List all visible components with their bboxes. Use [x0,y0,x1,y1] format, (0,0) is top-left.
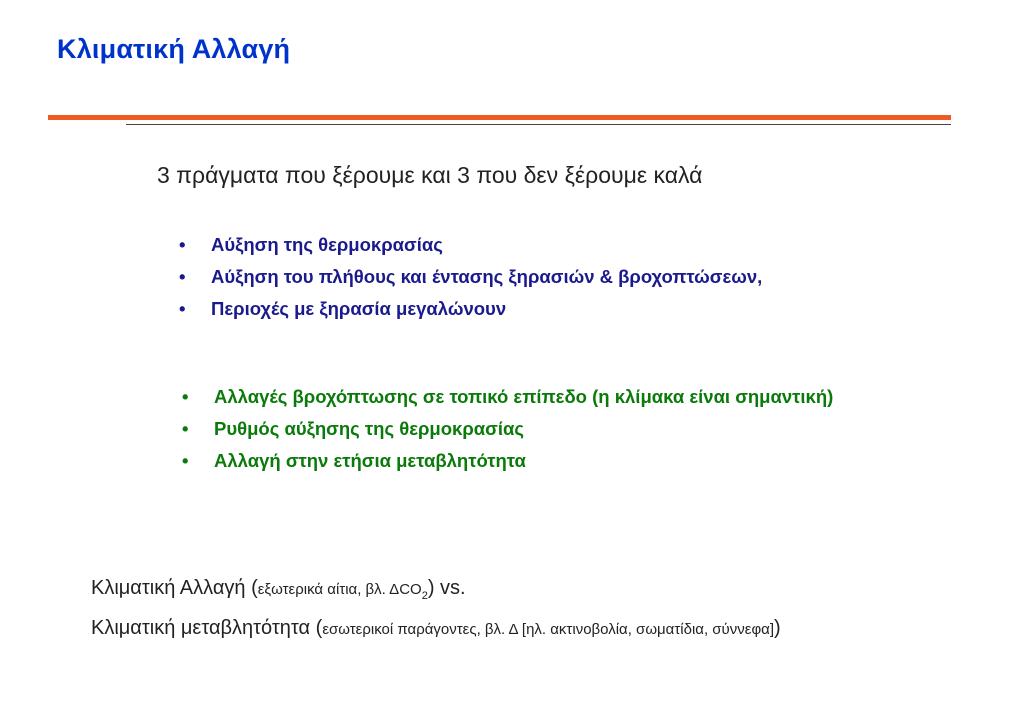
list-item-text: Αλλαγή στην ετήσια μεταβλητότητα [214,450,526,471]
bullet-icon: • [182,450,189,471]
footer-line1-end: ) vs. [427,577,466,599]
footer-line2-detail: εσωτερικοί παράγοντες, βλ. Δ [ηλ. ακτινοβολία, σωματίδια, σύννεφα] [322,621,775,638]
bullet-icon: • [179,266,186,287]
list-item-text: Αλλαγές βροχόπτωσης σε τοπικό επίπεδο (η κλίμακα είναι σημαντική) [214,386,834,407]
footer-line-climate-variability [91,612,781,646]
bullet-icon: • [182,418,189,439]
footer-line1-main: Κλιματική Αλλαγή ( [91,577,258,599]
slide-subtitle: 3 πράγματα που ξέρουμε και 3 που δεν ξέρουμε καλά [157,162,703,188]
list-item-text: Αύξηση του πλήθους και έντασης ξηρασιών & βροχοπτώσεων, [211,266,763,287]
unknown-facts-list [178,381,833,477]
bullet-icon: • [182,386,189,407]
list-item [178,381,833,413]
footer-line-climate-change [91,572,781,612]
footer-line2-main: Κλιματική μεταβλητότητα ( [91,617,323,639]
list-item-text: Αύξηση της θερμοκρασίας [211,234,443,255]
title-divider-line [126,124,951,125]
list-item [175,229,762,261]
footer-line2-end: ) [774,617,781,639]
list-item [178,445,833,477]
footer-comparison [91,572,781,646]
footer-line1-detail: εξωτερικά αίτια, βλ. ΔCO [257,581,422,598]
title-accent-rule [48,115,951,120]
slide-title: Κλιματική Αλλαγή [57,34,291,64]
bullet-icon: • [179,234,186,255]
list-item-text: Ρυθμός αύξησης της θερμοκρασίας [214,418,524,439]
footer-line1-subscript: 2 [421,590,428,602]
list-item [178,413,833,445]
known-facts-list [175,229,762,325]
list-item [175,261,762,293]
list-item-text: Περιοχές με ξηρασία μεγαλώνουν [211,298,507,319]
bullet-icon: • [179,298,186,319]
list-item [175,293,762,325]
